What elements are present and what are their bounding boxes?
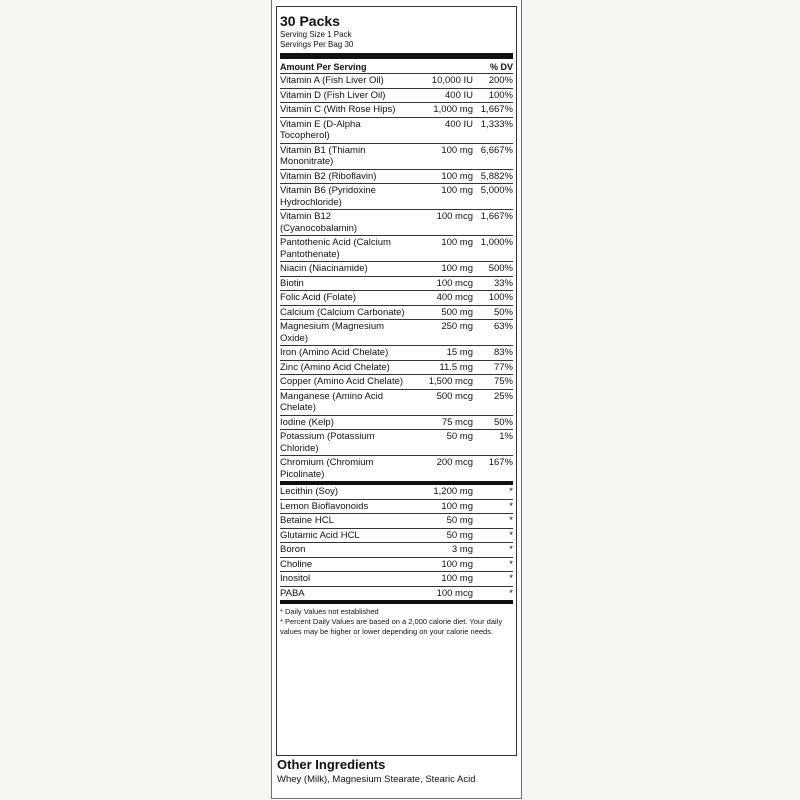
- nutrient-amount: 11.5 mg: [439, 361, 473, 373]
- nutrient-amount: 100 mg: [441, 500, 473, 512]
- footnotes: [280, 607, 513, 636]
- nutrient-amount: 75 mcg: [441, 416, 473, 428]
- nutrient-row: [280, 416, 513, 431]
- nutrient-daily-value: 200%: [488, 75, 513, 86]
- nutrient-row: [280, 89, 513, 104]
- nutrient-row: [280, 456, 513, 481]
- nutrient-row: [280, 74, 513, 89]
- nutrient-amount: 1,000 mg: [433, 104, 473, 115]
- ingredient-row: [280, 543, 513, 558]
- nutrient-amount: 50 mg: [446, 529, 473, 541]
- nutrient-name: Calcium (Calcium Carbonate): [280, 306, 405, 318]
- nutrient-row: [280, 306, 513, 321]
- other-ingredient-list: [280, 485, 513, 600]
- nutrient-name: Manganese (Amino Acid Chelate): [280, 390, 383, 413]
- nutrient-daily-value: 6,667%: [480, 144, 513, 156]
- nutrient-row: [280, 210, 513, 236]
- ingredient-row: [280, 558, 513, 573]
- nutrient-row: [280, 291, 513, 306]
- nutrient-row: [280, 361, 513, 376]
- nutrient-daily-value: 63%: [493, 321, 513, 332]
- bottom-rule: [280, 600, 513, 604]
- nutrient-name: Biotin: [280, 277, 304, 289]
- nutrient-name: Iron (Amino Acid Chelate): [280, 347, 389, 358]
- nutrient-amount: 250 mg: [441, 321, 473, 332]
- nutrient-row: [280, 118, 513, 144]
- nutrient-name: Potassium (Potassium Chloride): [280, 431, 375, 454]
- nutrient-amount: 100 mcg: [436, 587, 473, 599]
- nutrient-name: Vitamin B6 (Pyridoxine Hydrochloride): [280, 185, 376, 208]
- nutrient-row: [280, 320, 513, 346]
- nutrient-name: Copper (Amino Acid Chelate): [280, 376, 404, 387]
- facts-title: 30 Packs: [280, 13, 340, 29]
- column-header-row: [280, 61, 513, 74]
- nutrient-amount: 15 mg: [446, 347, 473, 358]
- nutrient-amount: 100 mcg: [436, 211, 473, 222]
- nutrient-amount: 100 mg: [441, 573, 473, 584]
- nutrient-daily-value: 500%: [488, 263, 513, 274]
- nutrient-row: [280, 236, 513, 262]
- nutrient-daily-value: *: [509, 587, 513, 599]
- nutrient-amount: 100 mg: [441, 558, 473, 570]
- supplement-facts-box: [276, 6, 517, 756]
- nutrient-daily-value: *: [509, 544, 513, 555]
- nutrient-daily-value: 1,333%: [480, 118, 513, 130]
- nutrient-daily-value: 1,667%: [480, 211, 513, 222]
- nutrient-amount: 10,000 IU: [431, 75, 473, 86]
- nutrient-daily-value: 83%: [493, 347, 513, 358]
- nutrient-amount: 400 IU: [445, 118, 473, 130]
- nutrient-name: Iodine (Kelp): [280, 416, 334, 428]
- nutrient-name: Chromium (Chromium Picolinate): [280, 457, 374, 480]
- ingredient-row: [280, 514, 513, 529]
- daily-value-header: % DV: [489, 62, 513, 72]
- nutrient-amount: 500 mcg: [436, 390, 473, 402]
- nutrient-name: Vitamin B2 (Riboflavin): [280, 170, 377, 182]
- nutrient-amount: 200 mcg: [436, 457, 473, 468]
- nutrient-daily-value: 5,882%: [480, 170, 513, 182]
- nutrient-row: [280, 170, 513, 185]
- other-ingredients-title: Other Ingredients: [277, 757, 386, 772]
- nutrient-amount: 100 mg: [441, 237, 473, 248]
- ingredient-row: [280, 529, 513, 544]
- nutrient-name: Folic Acid (Folate): [280, 292, 357, 303]
- nutrient-daily-value: *: [509, 500, 513, 512]
- nutrient-amount: 100 mg: [441, 144, 473, 156]
- servings-per-container: Servings Per Bag 30: [280, 40, 354, 49]
- nutrient-amount: 100 mg: [441, 263, 473, 274]
- nutrient-daily-value: *: [509, 573, 513, 584]
- nutrient-row: [280, 262, 513, 277]
- nutrient-amount: 3 mg: [451, 544, 473, 555]
- nutrient-amount: 400 mcg: [436, 292, 473, 303]
- nutrient-amount: 100 mg: [441, 170, 473, 182]
- nutrient-name: Vitamin B12 (Cyanocobalamin): [280, 211, 358, 234]
- nutrient-row: [280, 375, 513, 390]
- nutrient-amount: 100 mg: [441, 185, 473, 196]
- nutrient-row: [280, 430, 513, 456]
- footnote-not-established: * Daily Values not established: [280, 607, 379, 616]
- nutrient-name: Vitamin A (Fish Liver Oil): [280, 75, 384, 86]
- amount-per-serving-header: Amount Per Serving: [280, 62, 367, 72]
- nutrient-daily-value: 77%: [493, 361, 513, 373]
- nutrient-name: Vitamin D (Fish Liver Oil): [280, 89, 386, 101]
- nutrient-name: Choline: [280, 558, 313, 570]
- nutrient-amount: 50 mg: [446, 515, 473, 526]
- nutrient-name: PABA: [280, 587, 305, 599]
- nutrient-daily-value: 50%: [493, 306, 513, 318]
- nutrient-daily-value: 50%: [493, 416, 513, 428]
- nutrient-name: Lemon Bioflavonoids: [280, 500, 369, 512]
- nutrient-amount: 500 mg: [441, 306, 473, 318]
- nutrient-name: Pantothenic Acid (Calcium Pantothenate): [280, 237, 391, 260]
- nutrient-row: [280, 390, 513, 416]
- nutrient-name: Inositol: [280, 573, 311, 584]
- nutrient-daily-value: 33%: [493, 277, 513, 289]
- background-right: [522, 0, 800, 800]
- background-left: [0, 0, 271, 800]
- ingredient-row: [280, 485, 513, 500]
- nutrient-daily-value: *: [509, 515, 513, 526]
- nutrient-amount: 50 mg: [446, 431, 473, 442]
- nutrient-name: Vitamin C (With Rose Hips): [280, 104, 396, 115]
- nutrient-daily-value: 75%: [493, 376, 513, 387]
- nutrient-name: Boron: [280, 544, 306, 555]
- nutrient-daily-value: 100%: [488, 89, 513, 101]
- nutrient-daily-value: 25%: [493, 390, 513, 402]
- nutrient-name: Glutamic Acid HCL: [280, 529, 360, 541]
- nutrient-row: [280, 144, 513, 170]
- ingredient-row: [280, 587, 513, 601]
- nutrient-list: [280, 74, 513, 481]
- nutrient-row: [280, 346, 513, 361]
- nutrient-name: Magnesium (Magnesium Oxide): [280, 321, 385, 344]
- ingredient-row: [280, 572, 513, 587]
- nutrient-daily-value: *: [509, 486, 513, 497]
- other-ingredients-text: Whey (Milk), Magnesium Stearate, Stearic Acid: [277, 774, 476, 785]
- nutrient-name: Zinc (Amino Acid Chelate): [280, 361, 390, 373]
- nutrient-daily-value: 1,000%: [480, 237, 513, 248]
- nutrient-daily-value: *: [509, 529, 513, 541]
- nutrient-row: [280, 277, 513, 292]
- nutrient-amount: 1,200 mg: [433, 486, 473, 497]
- thick-rule: [280, 53, 513, 59]
- nutrient-name: Vitamin E (D-Alpha Tocopherol): [280, 118, 361, 141]
- footnote-percent-dv: * Percent Daily Values are based on a 2,000 calorie diet. Your daily values may be higher or lower depending on your calorie needs.: [280, 616, 503, 636]
- nutrient-daily-value: *: [509, 558, 513, 570]
- nutrient-daily-value: 1,667%: [480, 104, 513, 115]
- nutrient-amount: 100 mcg: [436, 277, 473, 289]
- nutrient-amount: 1,500 mcg: [428, 376, 473, 387]
- nutrient-name: Lecithin (Soy): [280, 486, 339, 497]
- nutrient-name: Vitamin B1 (Thiamin Mononitrate): [280, 144, 366, 167]
- nutrient-amount: 400 IU: [445, 89, 473, 101]
- nutrient-name: Niacin (Niacinamide): [280, 263, 368, 274]
- nutrient-row: [280, 103, 513, 118]
- ingredient-row: [280, 500, 513, 515]
- nutrient-daily-value: 100%: [488, 292, 513, 303]
- nutrient-daily-value: 5,000%: [480, 185, 513, 196]
- serving-size: Serving Size 1 Pack: [280, 30, 352, 39]
- nutrient-daily-value: 167%: [488, 457, 513, 468]
- nutrient-daily-value: 1%: [499, 431, 513, 442]
- nutrient-name: Betaine HCL: [280, 515, 334, 526]
- nutrient-row: [280, 184, 513, 210]
